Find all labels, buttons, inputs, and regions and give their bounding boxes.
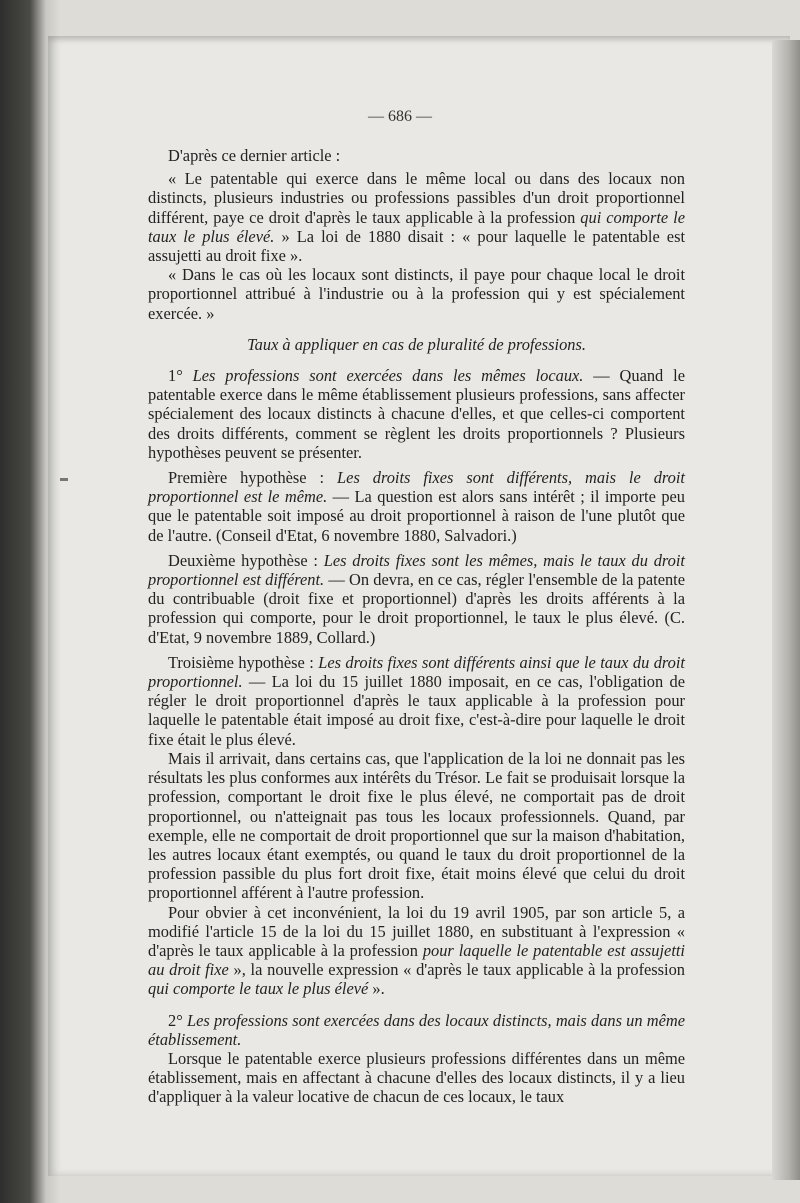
text-run: », la nouvelle expression « d'après le taux applicable à la profession bbox=[228, 960, 685, 980]
text-run: — Quand le patentable exerce dans le même établissement plusieurs professions, sans affecter spécialement des locaux distincts à chacune d'elles, et que celles-ci comportent des droits différents, comment se règlent les droits proportionnels ? Plusieurs hypothèses peuvent se présenter. bbox=[148, 366, 685, 462]
page-edge bbox=[772, 40, 800, 1180]
text-run: Troisième hypothèse : bbox=[168, 652, 319, 672]
italic-run: pour laquelle le patentable est assujetti au droit fixe bbox=[148, 940, 685, 980]
paragraph bbox=[148, 1011, 685, 1049]
text-run: « Dans le cas où les locaux sont distincts, il paye pour chaque local le droit proportionnel attribué à l'industrie ou à la profession qui y est spécialement exercée. » bbox=[148, 265, 685, 323]
paragraph bbox=[148, 653, 685, 749]
paragraph bbox=[148, 468, 685, 545]
paragraph bbox=[148, 169, 685, 265]
italic-run: Les professions sont exercées dans les mêmes locaux. bbox=[192, 366, 584, 386]
paragraph bbox=[148, 366, 685, 462]
paragraph bbox=[148, 551, 685, 647]
text-run: D'après ce dernier article : bbox=[168, 146, 341, 165]
italic-run: Les droits fixes sont différents ainsi que le taux du droit proportionnel. bbox=[148, 652, 685, 692]
section-subheading: Taux à appliquer en cas de pluralité de professions. bbox=[247, 334, 586, 354]
page-number: — 686 — bbox=[368, 108, 432, 125]
text-run: Première hypothèse : bbox=[168, 468, 338, 488]
italic-run: Les professions sont exercées dans des locaux distincts, mais dans un même établissement. bbox=[148, 1010, 685, 1049]
text-run: 1° bbox=[168, 366, 193, 386]
text-run: « Le patentable qui exerce dans le même local ou dans des locaux non distincts, plusieurs industries ou professions passibles d'un droit proportionnel différent, paye ce droit d'après le taux applicable à la profession bbox=[148, 169, 685, 227]
italic-run: Les droits fixes sont les mêmes, mais le taux du droit proportionnel est différent. bbox=[148, 550, 685, 590]
paragraph bbox=[148, 146, 685, 165]
margin-mark bbox=[60, 478, 68, 481]
text-run: — La question est alors sans intérêt ; il importe peu que le patentable soit imposé au droit proportionnel à raison de l'une plutôt que de l'autre. (Conseil d'Etat, 6 novembre 1880, Salvadori.) bbox=[148, 487, 685, 545]
paragraph bbox=[148, 903, 685, 999]
text-run: » La loi de 1880 disait : « pour laquelle le patentable est assujetti au droit fixe ». bbox=[148, 226, 686, 266]
italic-run: qui comporte le taux le plus élevé bbox=[148, 979, 369, 999]
text-run: Pour obvier à cet inconvénient, la loi du 19 avril 1905, par son article 5, a modifié l'article 15 de la loi du 15 juillet 1880, en substituant à l'expression « d'après le taux applicable à la profession bbox=[148, 902, 685, 960]
text-run: ». bbox=[368, 979, 385, 999]
text-run: Deuxième hypothèse : bbox=[168, 550, 324, 570]
text-run: Mais il arrivait, dans certains cas, que l'application de la loi ne donnait pas les résultats les plus conformes aux intérêts du Trésor. Le fait se produisait lorsque la profession, comportant le droit fixe le plus élevé, ne comportait pas de droit proportionnel, ou n'atteignait pas tous les locaux professionnels. Quand, par exemple, elle ne comportait de droit proportionnel que sur la maison d'habitation, les autres locaux étant exemptés, ou quand le taux du droit proportionnel de la profession passible du plus fort droit fixe, était moins élevé que celui du droit proportionnel afférent à l'autre profession. bbox=[148, 748, 685, 903]
text-run: 2° bbox=[168, 1010, 187, 1030]
body-text bbox=[148, 146, 685, 1107]
text-run: — La loi du 15 juillet 1880 imposait, en ce cas, l'obligation de régler le droit proportionnel d'après le taux applicable à la profession pour laquelle le patentable était imposé au droit fixe, c'est-à-dire pour laquelle le droit fixe était le plus élevé. bbox=[148, 672, 685, 749]
text-run: — On devra, en ce cas, régler l'ensemble de la patente du contribuable (droit fixe et proportionnel) d'après les droits afférents à la profession qui comporte, pour le droit proportionnel, le taux le plus élevé. (C. d'Etat, 9 novembre 1889, Collard.) bbox=[148, 570, 685, 647]
paragraph bbox=[148, 265, 685, 323]
italic-run: Les droits fixes sont différents, mais le droit proportionnel est le même. bbox=[148, 468, 685, 507]
italic-run: qui comporte le taux le plus élevé. bbox=[148, 207, 685, 246]
paragraph bbox=[148, 749, 685, 903]
paragraph bbox=[148, 1049, 685, 1107]
text-run: Lorsque le patentable exerce plusieurs professions différentes dans un même établissement, mais en affectant à chacune d'elles des locaux distincts, il y a lieu d'appliquer à la valeur locative de chacun de ces locaux, le taux bbox=[148, 1048, 685, 1107]
